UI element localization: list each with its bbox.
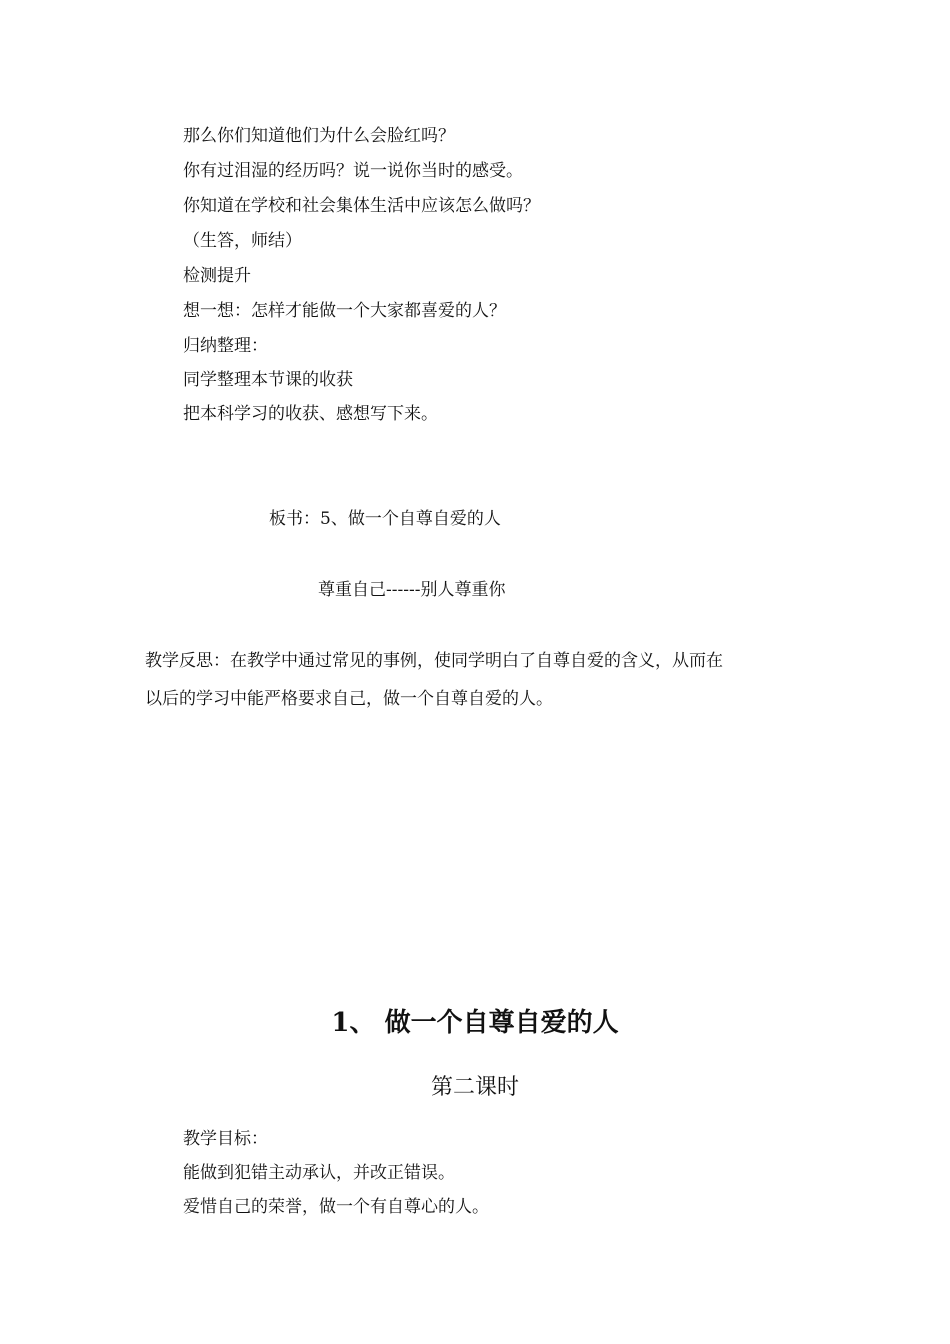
question-line: 你有过泪湿的经历吗？说一说你当时的感受。 <box>183 161 523 181</box>
question-line: 你知道在学校和社会集体生活中应该怎么做吗？ <box>183 196 540 216</box>
reflection-line: 以后的学习中能严格要求自己，做一个自尊自爱的人。 <box>145 689 553 709</box>
lesson-subtitle: 第二课时 <box>430 1075 519 1100</box>
lesson-title: 1、 做一个自尊自爱的人 <box>331 1008 619 1038</box>
body-line: 把本科学习的收获、感想写下来。 <box>183 404 438 424</box>
body-line: 同学整理本节课的收获 <box>183 370 353 390</box>
objective-line: 能做到犯错主动承认，并改正错误。 <box>183 1163 455 1183</box>
section-label: 检测提升 <box>183 266 251 286</box>
board-line: 尊重自己------别人尊重你 <box>318 580 506 600</box>
board-title: 板书：5、做一个自尊自爱的人 <box>269 509 501 529</box>
question-line: 那么你们知道他们为什么会脸红吗？ <box>183 126 455 146</box>
section-label: 归纳整理： <box>183 336 268 356</box>
question-line: 想一想：怎样才能做一个大家都喜爱的人？ <box>183 301 506 321</box>
note-line: （生答，师结） <box>183 231 302 251</box>
section-label: 教学目标： <box>183 1129 268 1149</box>
reflection-line: 教学反思：在教学中通过常见的事例，使同学明白了自尊自爱的含义，从而在 <box>145 651 723 671</box>
objective-line: 爱惜自己的荣誉，做一个有自尊心的人。 <box>183 1197 489 1217</box>
